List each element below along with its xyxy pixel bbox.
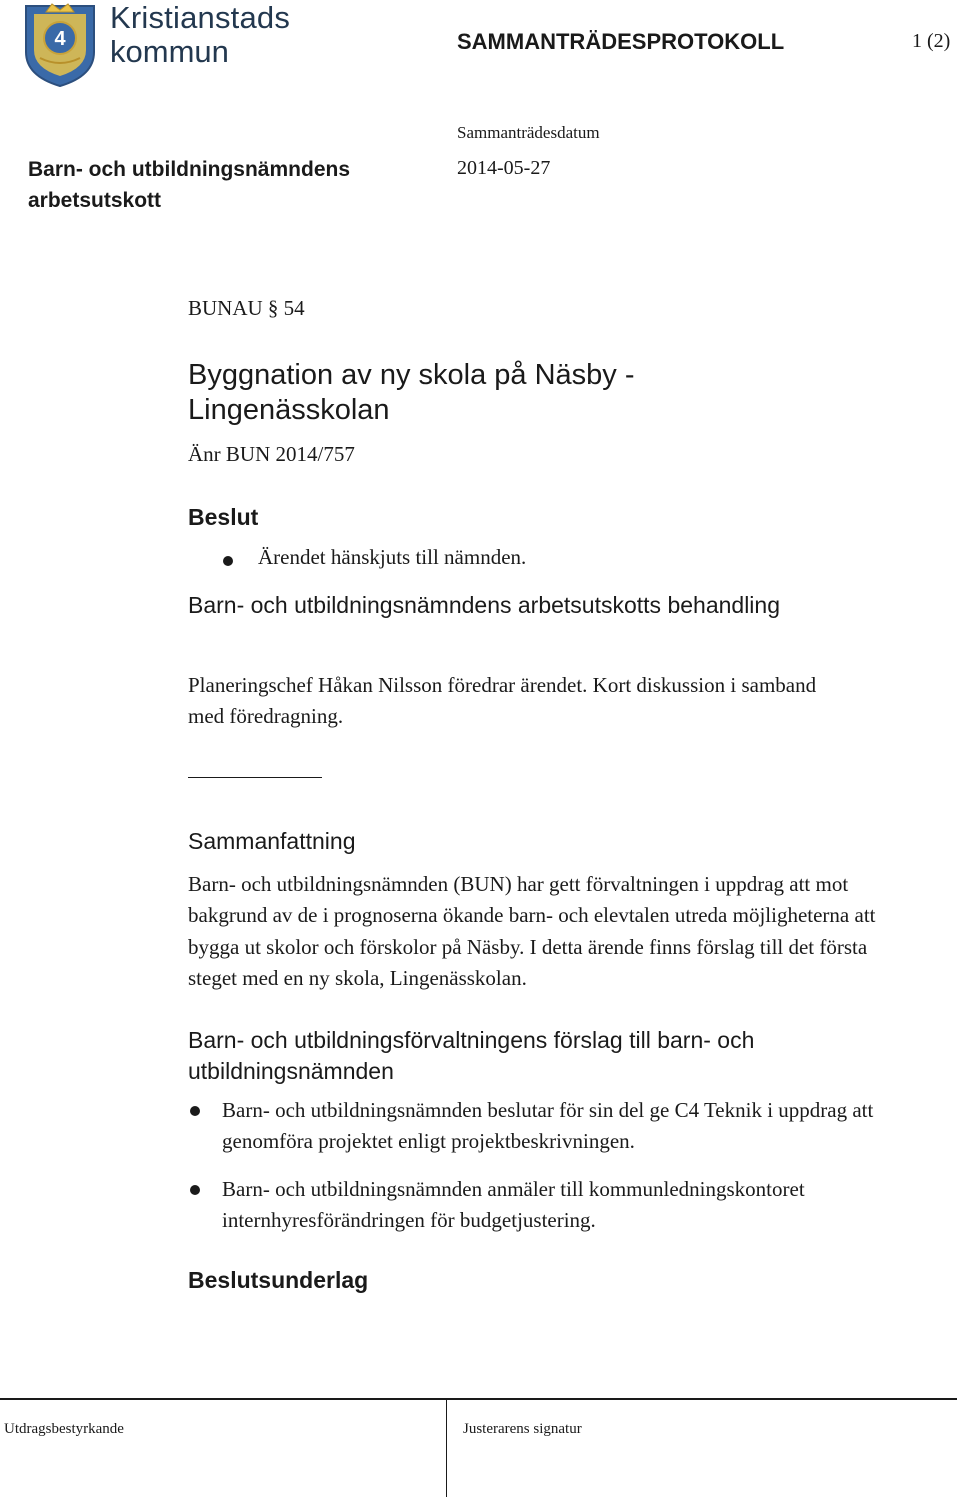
municipality-logo: [20, 2, 300, 90]
document-type: SAMMANTRÄDESPROTOKOLL: [457, 29, 785, 54]
proposal-heading: Barn- och utbildningsförvaltningens förslag till barn- och utbildningsnämnden: [188, 1027, 755, 1084]
treatment-text: Planeringschef Håkan Nilsson föredrar ärendet. Kort diskussion i samband med föredragning.: [188, 673, 817, 728]
logo-text-line1: Kristianstads: [110, 0, 291, 35]
decision-heading: Beslut: [188, 504, 259, 530]
committee-name: Barn- och utbildningsnämndens arbetsutskott: [28, 158, 351, 212]
meeting-date-label: Sammanträdesdatum: [457, 123, 600, 142]
meeting-date-value: 2014-05-27: [457, 157, 551, 179]
paragraph-reference: BUNAU § 54: [188, 296, 305, 320]
crest-icon: [20, 2, 100, 88]
proposal-item: Barn- och utbildningsnämnden anmäler till kommunledningskontoret internhyresförändringen för budgetjustering.: [222, 1177, 805, 1233]
certification-label: Utdragsbestyrkande: [4, 1421, 124, 1437]
summary-heading: Sammanfattning: [188, 828, 356, 854]
summary-text: Barn- och utbildningsnämnden (BUN) har gett förvaltningen i uppdrag att mot bakgrund av de i prognoserna ökande barn- och elevtalen utreda möjligheterna att bygga ut skolor och förskolor på Näsby. I detta ärende finns förslag till det första steget med en ny skola, Lingenässkolan.: [188, 872, 876, 990]
case-title: Byggnation av ny skola på Näsby - Lingenässkolan: [188, 359, 635, 426]
case-number: Änr BUN 2014/757: [188, 442, 355, 466]
decision-item: Ärendet hänskjuts till nämnden.: [258, 545, 527, 569]
footer-divider: [446, 1399, 447, 1497]
proposal-item: Barn- och utbildningsnämnden beslutar för sin del ge C4 Teknik i uppdrag att genomföra projektet enligt projektbeskrivningen.: [222, 1098, 874, 1154]
svg-text:4: 4: [54, 28, 66, 50]
section-divider: [188, 777, 322, 778]
signature-label: Justerarens signatur: [463, 1421, 582, 1437]
footer-rule: [0, 1398, 957, 1400]
page-number: 1 (2): [912, 30, 951, 52]
bullet-icon: [190, 1185, 200, 1195]
bullet-icon: [223, 556, 233, 566]
bullet-icon: [190, 1106, 200, 1116]
basis-heading: Beslutsunderlag: [188, 1267, 369, 1293]
treatment-heading: Barn- och utbildningsnämndens arbetsutskotts behandling: [188, 592, 780, 618]
logo-text-line2: kommun: [110, 34, 229, 69]
